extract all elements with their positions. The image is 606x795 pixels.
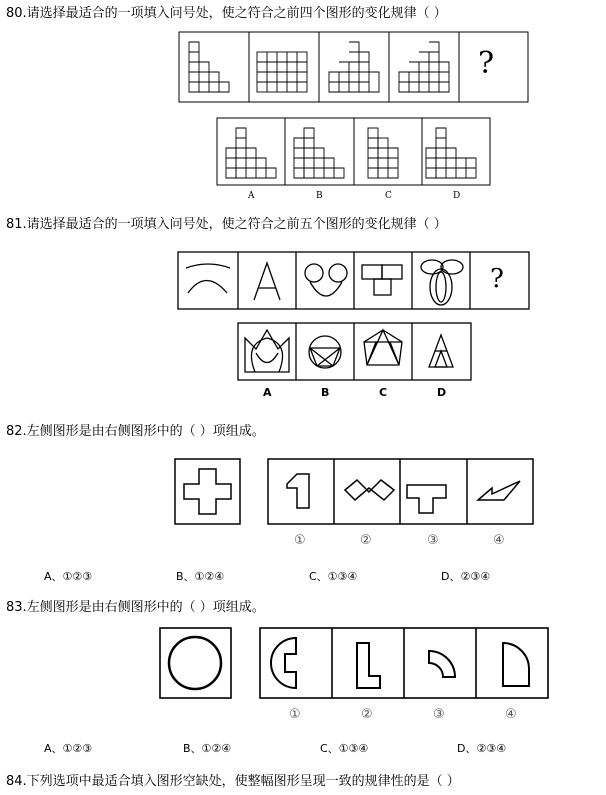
q82-answer-option: C、①③④ (309, 570, 358, 583)
q80-sequence-figures (179, 32, 528, 102)
q81-question-mark: ? (490, 264, 504, 294)
q80-option-label: C (385, 191, 392, 201)
q82-answer-option: D、②③④ (441, 570, 491, 583)
question-83-text: 83.左侧图形是由右侧图形中的（ ）项组成。 (6, 600, 265, 615)
q82-piece-number: ① (294, 533, 306, 548)
q83-answer-option: D、②③④ (457, 742, 507, 755)
q83-piece-number: ② (361, 707, 373, 722)
q83-piece-number: ③ (433, 707, 445, 722)
q82-figures (175, 459, 533, 524)
q80-option-label: A (248, 191, 255, 201)
q83-piece-number: ④ (505, 707, 517, 722)
q80-option-label: D (453, 191, 461, 201)
question-84-text: 84.下列选项中最适合填入图形空缺处，使整幅图形呈现一致的规律性的是（ ） (6, 774, 460, 789)
q83-answer-option: B、①②④ (183, 742, 232, 755)
q80-option-label: B (316, 191, 323, 201)
q82-piece-number: ④ (493, 533, 505, 548)
q83-answer-option: C、①③④ (320, 742, 369, 755)
q81-option-label: A (263, 386, 272, 399)
q82-answer-option: B、①②④ (176, 570, 225, 583)
q83-answer-option: A、①②③ (44, 742, 93, 755)
q83-piece-number: ① (289, 707, 301, 722)
question-82-text: 82.左侧图形是由右侧图形中的（ ）项组成。 (6, 424, 265, 439)
q82-piece-number: ③ (427, 533, 439, 548)
q83-figures (160, 628, 548, 698)
q80-option-figures (217, 118, 490, 185)
q82-piece-number: ② (360, 533, 372, 548)
question-80-text: 80.请选择最适合的一项填入问号处，使之符合之前四个图形的变化规律（ ） (6, 6, 447, 21)
q81-sequence-figures (178, 252, 529, 309)
q82-answer-option: A、①②③ (44, 570, 93, 583)
q81-option-label: C (379, 386, 388, 399)
q81-option-figures (238, 323, 471, 380)
q81-option-label: B (321, 386, 330, 399)
q81-option-label: D (437, 386, 447, 399)
question-81-text: 81.请选择最适合的一项填入问号处，使之符合之前五个图形的变化规律（ ） (6, 217, 447, 232)
q80-question-mark: ? (478, 46, 495, 81)
